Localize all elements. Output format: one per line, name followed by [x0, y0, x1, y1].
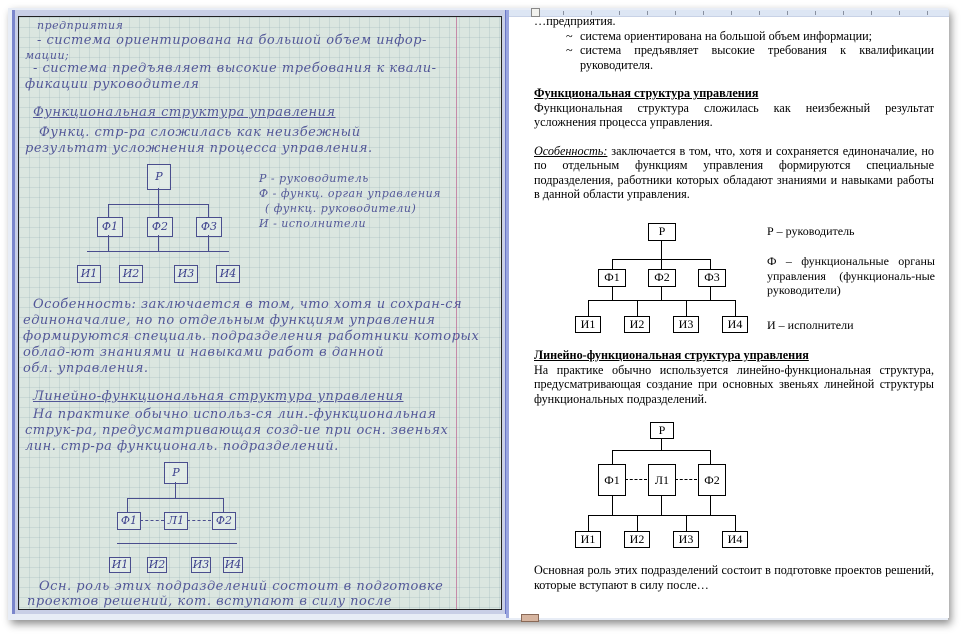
box-i4: И4	[722, 316, 748, 333]
hw2-box-i3: И3	[192, 558, 210, 571]
closing	[534, 563, 934, 592]
hw-line: мации;	[25, 49, 70, 62]
hw-connector	[158, 188, 159, 204]
hw-line: - система ориентирована на большой объем инфор-	[37, 33, 427, 48]
legend-f: Ф – функциональные органы управления (функциональ-ные руководители)	[767, 254, 935, 297]
hw-connector	[117, 543, 237, 544]
box-f1: Ф1	[598, 269, 626, 287]
section-heading-functional: Функциональная структура управления	[534, 86, 759, 100]
hw-line: формируются специаль. подразделения работники которых	[23, 329, 480, 344]
dashed-link	[675, 479, 697, 480]
hw-connector	[223, 498, 224, 512]
box-p: Р	[648, 223, 676, 241]
box-f3: Ф3	[698, 269, 726, 287]
dashed-link	[625, 479, 647, 480]
hw-line: Особенность: заключается в том, что хотя и сохран-ся	[33, 297, 463, 312]
handwritten-notes-photo	[18, 16, 502, 610]
box-i2: И2	[624, 316, 650, 333]
section-text: На практике обычно используется линейно-функциональная структура, предусматривающая создание при основных звеньях линейной структуры функциональных подразделений.	[534, 362, 934, 406]
hw-legend: И - исполнители	[259, 217, 367, 230]
section-text: Функциональная структура сложилась как неизбежный результат усложнения процесса управления.	[534, 100, 934, 129]
hw-box-i2: И2	[119, 265, 143, 283]
box-l1: Л1	[648, 464, 676, 496]
bullet-item: ~ система предъявляет высокие требования к квалификации руководителя.	[566, 43, 934, 72]
hw-line: единоначалие, но по отдельным функциям управления	[23, 313, 436, 328]
notebook-margin-line	[456, 17, 457, 609]
hw-box-f2: Ф2	[147, 217, 173, 237]
box-p: Р	[650, 422, 674, 439]
hw-line: облад-ют знаниями и навыками работ в данной	[23, 345, 385, 360]
hw-box-i3: И3	[174, 265, 198, 283]
hw-box-f1: Ф1	[97, 217, 123, 237]
hw-dashed-link	[187, 520, 211, 521]
hw-line: обл. управления.	[23, 361, 149, 376]
hw-line: фикации руководителя	[25, 77, 200, 92]
hw-connector	[127, 498, 128, 512]
hw-box-top: Р	[147, 164, 171, 190]
hw-connector	[127, 498, 223, 499]
box-i2: И2	[624, 531, 650, 548]
box-f2: Ф2	[648, 269, 676, 287]
hw2-box-f1: Ф1	[117, 512, 141, 530]
hw-line: - система предъявляет высокие требования к квали-	[33, 61, 437, 76]
box-i4: И4	[722, 531, 748, 548]
hw-legend: Р - руководитель	[259, 172, 369, 185]
box-f2: Ф2	[698, 464, 726, 496]
hw-line: предприятия	[37, 19, 124, 32]
box-f1: Ф1	[598, 464, 626, 496]
box-i3: И3	[673, 316, 699, 333]
document-page	[506, 10, 949, 618]
hw-line: Функц. стр-ра сложилась как неизбежный	[39, 125, 361, 140]
photo-panel	[12, 10, 509, 614]
hw2-box-top: Р	[164, 462, 188, 484]
feature-label: Особенность:	[534, 143, 608, 158]
hw-heading: Функциональная структура управления	[33, 105, 336, 120]
page-tab-icon[interactable]	[521, 614, 539, 622]
tilde-bullet-icon: ~	[566, 28, 573, 43]
hw-box-i1: И1	[77, 265, 101, 283]
hw-line: На практике обычно использ-ся лин.-функциональная	[33, 407, 437, 422]
feature-paragraph: Особенность: заключается в том, что, хотя и сохраняется единоначалие, но по отдельным функциям управления формируются специальные подразделения, работники которых обладают знаниями и навыками работы в данной области управления.	[534, 143, 934, 201]
section-heading-linear-functional: Линейно-функциональная структура управления	[534, 348, 809, 362]
hw2-box-i4: И4	[224, 558, 242, 571]
hw2-box-i2: И2	[148, 558, 166, 571]
hw-connector	[87, 251, 229, 252]
hw-heading: Линейно-функциональная структура управления	[33, 389, 404, 404]
tilde-bullet-icon: ~	[566, 43, 573, 57]
hw-connector	[108, 235, 109, 251]
hw-legend: Ф - функц. орган управления	[259, 187, 441, 200]
closing-text: Основная роль этих подразделений состоит в подготовке проектов решений, которые вступают в силу после…	[534, 563, 934, 592]
legend-p: Р – руководитель	[767, 224, 855, 238]
hw-connector	[108, 204, 109, 218]
hw-box-f3: Ф3	[196, 217, 222, 237]
hw-line: лин. стр-ра функциональ. подразделений.	[25, 439, 339, 454]
hw2-box-i1: И1	[109, 557, 131, 573]
box-i1: И1	[575, 316, 601, 333]
hw2-box-l1: Л1	[164, 512, 188, 530]
hw-connector	[208, 235, 209, 251]
hw-connector	[158, 204, 159, 218]
legend-i: И – исполнители	[767, 318, 854, 332]
hw-line: Осн. роль этих подразделений состоит в подготовке	[39, 579, 444, 594]
hw2-box-f2: Ф2	[212, 512, 236, 530]
section2	[534, 348, 934, 406]
hw-line: струк-ра, предусматривающая созд-ие при осн. звеньях	[25, 423, 449, 438]
box-i3: И3	[673, 531, 699, 548]
hw-line: проектов решений, кот. вступают в силу после	[27, 594, 393, 609]
bullet-item: ~ система ориентирована на большой объем информации;	[566, 28, 873, 43]
hw-legend: ( функц. руководители)	[265, 202, 417, 215]
hw-box-i4: И4	[216, 265, 240, 283]
hw-line: результат усложнения процесса управления.	[25, 141, 373, 156]
hw-connector	[158, 235, 159, 251]
box-i1: И1	[575, 531, 601, 548]
hw-dashed-link	[140, 520, 164, 521]
hw-connector	[175, 482, 176, 498]
document-body	[534, 14, 934, 202]
intro-text: …предприятия.	[534, 14, 616, 28]
hw-connector	[208, 204, 209, 218]
